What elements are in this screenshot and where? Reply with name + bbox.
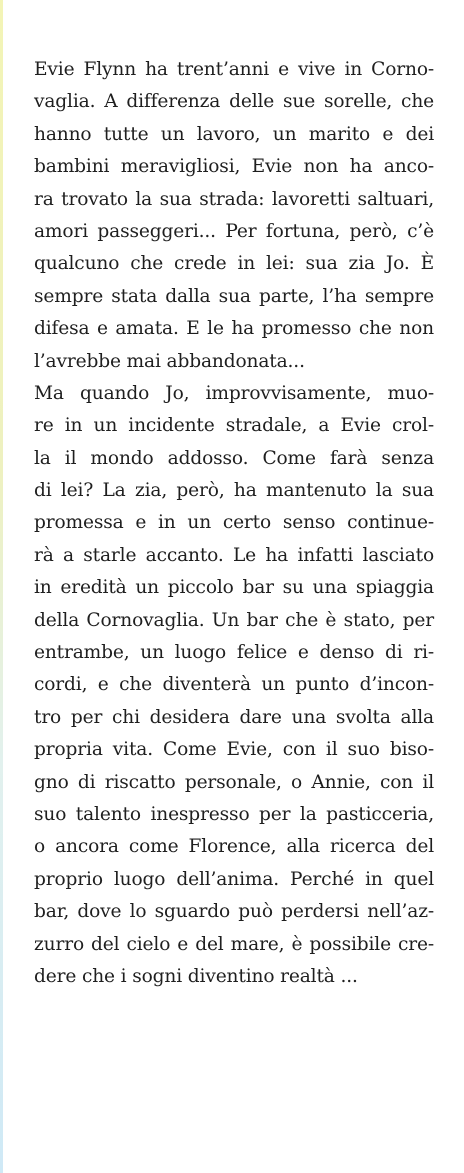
text-line: propria vita. Come Evie, con il suo biso- (34, 739, 434, 761)
text-line: Ma quando Jo, improvvisamente, muo- (34, 382, 434, 404)
back-cover-blurb (34, 54, 434, 993)
text-line: suo talento inespresso per la pasticceria, (34, 803, 434, 825)
text-line: in eredità un piccolo bar su una spiaggia (34, 577, 434, 599)
paragraph-1 (34, 54, 434, 378)
text-line: tro per chi desidera dare una svolta alla (34, 706, 434, 728)
text-line: qualcuno che crede in lei: sua zia Jo. È (34, 253, 434, 275)
text-line: sempre stata dalla sua parte, l’ha sempre (34, 285, 434, 307)
text-line: bar, dove lo sguardo può perdersi nell’az- (34, 901, 434, 923)
text-line: entrambe, un luogo felice e denso di ri- (34, 642, 434, 664)
text-line: hanno tutte un lavoro, un marito e dei (34, 123, 434, 145)
text-line: proprio luogo dell’anima. Perché in quel (34, 868, 434, 890)
text-line: zurro del cielo e del mare, è possibile cre- (34, 933, 434, 955)
text-line: re in un incidente stradale, a Evie crol- (34, 415, 434, 437)
text-line: gno di riscatto personale, o Annie, con il (34, 771, 434, 793)
text-line: la il mondo addosso. Come farà senza (34, 447, 434, 469)
text-line: Evie Flynn ha trent’anni e vive in Corno- (34, 59, 434, 80)
text-line: cordi, e che diventerà un punto d’incon- (34, 674, 434, 696)
text-line: amori passeggeri... Per fortuna, però, c’è (34, 220, 434, 242)
text-line: ra trovato la sua strada: lavoretti saltuari, (34, 188, 434, 210)
text-line: della Cornovaglia. Un bar che è stato, per (34, 609, 434, 631)
text-line: bambini meravigliosi, Evie non ha anco- (34, 156, 434, 178)
text-line: difesa e amata. E le ha promesso che non (34, 318, 434, 340)
paragraph-2 (34, 378, 434, 993)
text-line: o ancora come Florence, alla ricerca del (34, 836, 434, 858)
text-line: rà a starle accanto. Le ha infatti lasciato (34, 544, 434, 566)
text-line: dere che i sogni diventino realtà ... (34, 965, 358, 987)
left-edge-color-strip (0, 0, 3, 1173)
text-line: di lei? La zia, però, ha mantenuto la sua (34, 480, 434, 502)
text-line: promessa e in un certo senso continue- (34, 512, 434, 534)
text-line: vaglia. A differenza delle sue sorelle, che (34, 91, 434, 113)
text-line: l’avrebbe mai abbandonata... (34, 350, 305, 372)
